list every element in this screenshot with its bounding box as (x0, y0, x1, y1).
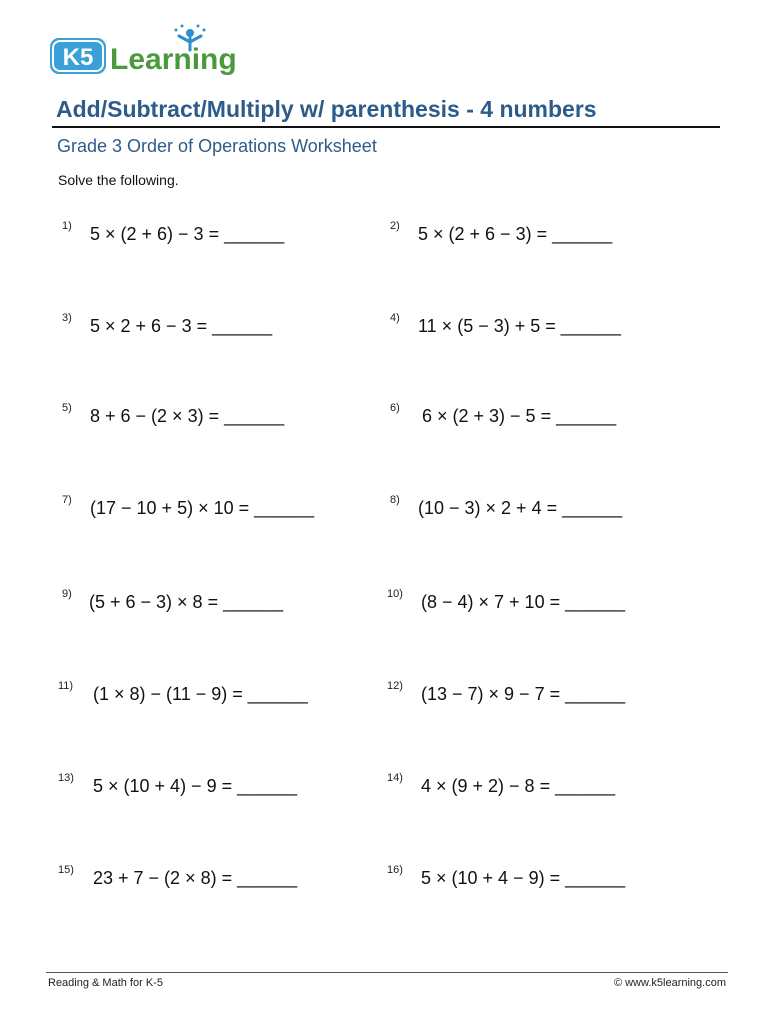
problem-expression: 5 × 2 + 6 − 3 = ______ (90, 316, 273, 336)
problem-number: 15) (58, 864, 74, 876)
problem-number: 2) (390, 220, 400, 232)
footer-copyright: © www.k5learning.com (613, 977, 726, 989)
problem-expression: (10 − 3) × 2 + 4 = ______ (418, 498, 623, 518)
problem-expression: 4 × (9 + 2) − 8 = ______ (421, 776, 616, 796)
problem-number: 7) (62, 494, 72, 506)
problem-expression: 8 + 6 − (2 × 3) = ______ (90, 406, 285, 426)
problem-number: 8) (390, 494, 400, 506)
logo-badge-text: K5 (62, 44, 94, 71)
k5-learning-logo (48, 24, 248, 84)
problem-number: 3) (62, 312, 72, 324)
logo-word-text: Learning (110, 43, 237, 76)
problem-number: 11) (58, 680, 74, 692)
problem-number: 9) (62, 588, 72, 600)
problem-number: 1) (62, 220, 72, 232)
problem-expression: (17 − 10 + 5) × 10 = ______ (90, 498, 315, 518)
page-title: Add/Subtract/Multiply w/ parenthesis - 4 numbers (56, 96, 597, 122)
title-divider (52, 126, 720, 128)
problem-expression: (1 × 8) − (11 − 9) = ______ (93, 684, 308, 704)
footer-divider (46, 972, 728, 973)
problem-number: 12) (387, 680, 403, 692)
problem-expression: 5 × (10 + 4 − 9) = ______ (421, 868, 626, 888)
page-subtitle: Grade 3 Order of Operations Worksheet (57, 136, 377, 156)
footer-tagline: Reading & Math for K-5 (48, 977, 163, 989)
problem-number: 6) (390, 402, 400, 414)
problem-expression: (5 + 6 − 3) × 8 = ______ (89, 592, 284, 612)
instructions-text: Solve the following. (58, 172, 179, 188)
problem-expression: 11 × (5 − 3) + 5 = ______ (418, 316, 621, 336)
problem-expression: 6 × (2 + 3) − 5 = ______ (422, 406, 617, 426)
problem-number: 16) (387, 864, 403, 876)
problem-expression: (13 − 7) × 9 − 7 = ______ (421, 684, 626, 704)
problem-number: 4) (390, 312, 400, 324)
problem-number: 13) (58, 772, 74, 784)
problem-expression: 5 × (2 + 6 − 3) = ______ (418, 224, 613, 244)
problem-number: 10) (387, 588, 403, 600)
problem-expression: 23 + 7 − (2 × 8) = ______ (93, 868, 298, 888)
logo-graphic (48, 24, 248, 84)
problem-number: 5) (62, 402, 72, 414)
problem-number: 14) (387, 772, 403, 784)
problem-expression: 5 × (10 + 4) − 9 = ______ (93, 776, 298, 796)
problem-expression: 5 × (2 + 6) − 3 = ______ (90, 224, 285, 244)
problem-expression: (8 − 4) × 7 + 10 = ______ (421, 592, 626, 612)
